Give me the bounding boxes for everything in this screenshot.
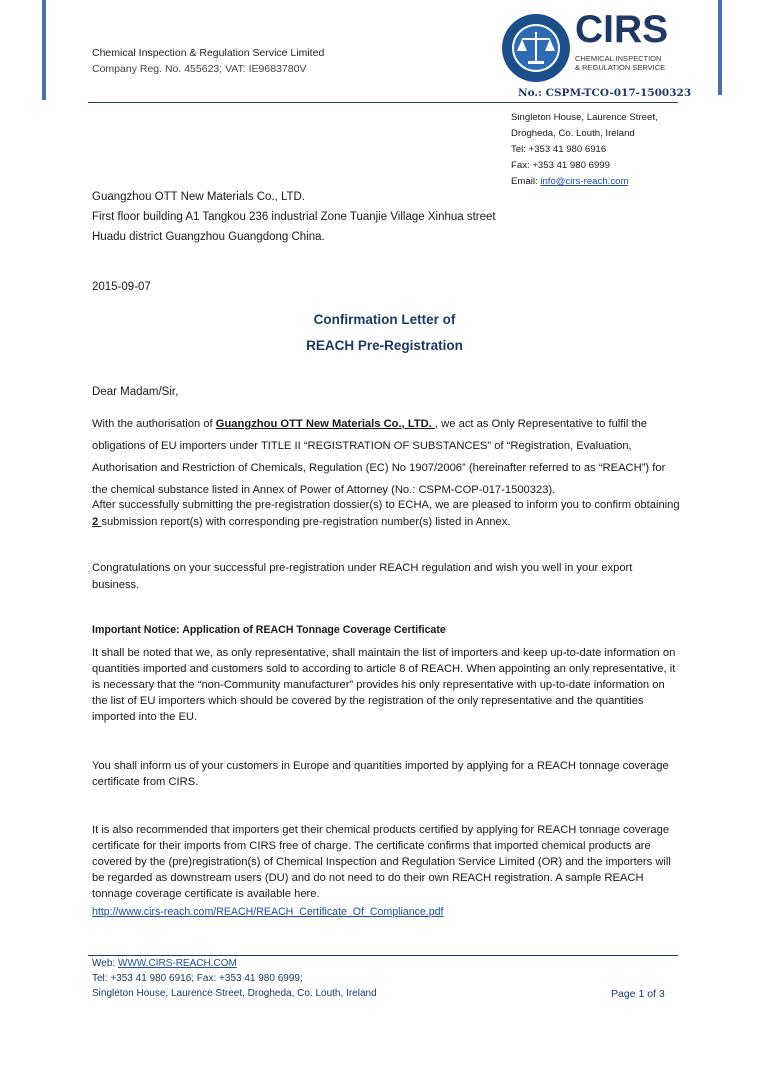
cirs-logo-text: CIRS [575, 8, 669, 51]
email-label: Email: [511, 176, 538, 187]
sender-fax: Fax: +353 41 980 6999 [511, 160, 610, 171]
notice-heading: Important Notice: Application of REACH Tonnage Coverage Certificate [92, 624, 446, 636]
footer-address: Singleton House, Laurence Street, Drogheda, Co. Louth, Ireland [92, 988, 377, 999]
paragraph-notice: It shall be noted that we, as only representative, shall maintain the list of importers and keep up-to-date information on quantities imported and customers sold to according to article 8 of REACH. When appointing an only representative, it is necessary that the “non-Community manufacturer” provides his only representative with up-to-date information on the list of EU importers which should be covered by the registration of the only representative and the quantities imported into the EU. [92, 647, 676, 723]
p2-intro: After successfully submitting the pre-registration dossier(s) to ECHA, we are pleased to inform you to confirm obtaining [92, 499, 680, 511]
paragraph-inform: You shall inform us of your customers in Europe and quantities imported by applying for a REACH tonnage coverage certificate from CIRS. [92, 760, 669, 788]
letter-date: 2015-09-07 [92, 281, 151, 293]
letter-title-line-1: Confirmation Letter of [313, 312, 456, 327]
paragraph-authorisation [92, 413, 682, 501]
p1-body: , we act as Only Representative to fulfil the obligations of EU importers under TITLE II “REGISTRATION OF SUBSTANCES” of “Registration, Evaluation, Authorisation and Restriction of Chemicals, Regulation (EC) No 1907/2006” (hereinafter referred to as “REACH”) for the chemical substance listed in Annex of Power of Attorney (No.: CSPM-COP-017-1500323). [92, 418, 666, 496]
letter-title-line-2: REACH Pre-Registration [306, 338, 463, 353]
email-link[interactable]: info@cirs-reach.com [540, 176, 629, 187]
p2-count: 2 [92, 516, 102, 528]
left-accent-bar [42, 0, 46, 100]
paragraph-recommendation: It is also recommended that importers get their chemical products certified by applying for REACH tonnage coverage certificate for their imports from CIRS free of charge. The certificate confirms that imported chemical products are covered by the (pre)registration(s) of Chemical Inspection and Regulation Service Limited (OR) and the importers will be regarded as downstream users (DU) and do not need to do their own REACH registration. A sample REACH tonnage coverage certificate is available here. [92, 824, 671, 900]
page-number: Page 1 of 3 [611, 988, 665, 1000]
p1-company: Guangzhou OTT New Materials Co., LTD. [215, 418, 435, 430]
paragraph-confirmation [92, 497, 682, 531]
salutation: Dear Madam/Sir, [92, 386, 179, 398]
paragraph-congratulations: Congratulations on your successful pre-registration under REACH regulation and wish you well in your export business. [92, 562, 633, 591]
company-name: Chemical Inspection & Regulation Service Limited [92, 47, 325, 59]
footer-web-row [92, 957, 237, 972]
p2-body: submission report(s) with corresponding pre-registration number(s) listed in Annex. [101, 516, 511, 528]
footer-divider [88, 955, 678, 956]
right-accent-bar [718, 0, 722, 95]
document-number: No.: CSPM-TCO-017-1500323 [518, 87, 692, 99]
certificate-link[interactable]: http://www.cirs-reach.com/REACH/REACH_Certificate_Of_Compliance.pdf [92, 906, 444, 918]
recipient-address-1: First floor building A1 Tangkou 236 industrial Zone Tuanjie Village Xinhua street [92, 211, 496, 223]
footer-web-link[interactable]: WWW.CIRS-REACH.COM [117, 958, 237, 969]
company-reg: Company Reg. No. 455623; VAT: IE9683780V [92, 63, 307, 75]
header-divider [88, 102, 678, 103]
cirs-seal-logo [500, 12, 572, 84]
sender-tel: Tel: +353 41 980 6916 [511, 144, 607, 155]
footer-web-label: Web: [92, 958, 118, 969]
footer-phones: Tel: +353 41 980 6916; Fax: +353 41 980 6999; [92, 973, 303, 984]
logo-subtitle-1: CHEMICAL INSPECTION [575, 54, 662, 63]
sender-address-1: Singleton House, Laurence Street, [511, 112, 658, 123]
logo-subtitle-2: & REGULATION SERVICE [575, 63, 666, 72]
p1-intro: With the authorisation of [92, 418, 216, 430]
sender-address-2: Drogheda, Co. Louth, Ireland [511, 128, 635, 139]
recipient-name: Guangzhou OTT New Materials Co., LTD. [92, 191, 306, 203]
sender-email-row [511, 174, 628, 190]
recipient-address-2: Huadu district Guangzhou Guangdong China. [92, 231, 325, 243]
